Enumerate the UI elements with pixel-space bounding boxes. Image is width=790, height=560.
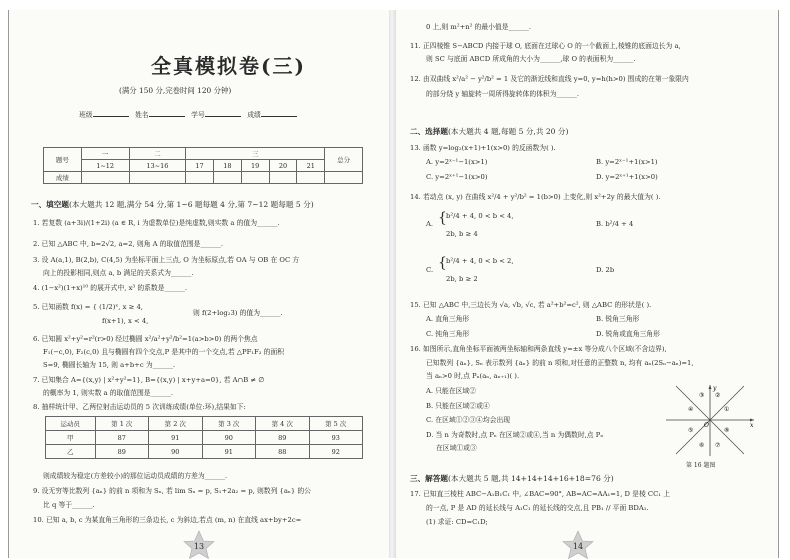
question-14: 14. 若动点 (x, y) 在曲线 x²/4 + y²/b² = 1(b>0) 上变化,则 x²+2y 的最大值为( ). [410,193,661,201]
shooting-cell: 运动员 [46,417,96,431]
question-13: 13. 函数 y=log₂(x+1)+1(x>0) 的反函数为( ). [410,144,556,152]
option-14c-line2: 2b, b ≥ 2 [446,275,478,283]
score-table [43,147,363,184]
option-14c-line1: b²/4 + 4, 0 < b < 2, [446,257,514,265]
score-table-cell: 一 [81,148,129,160]
question-10-tail: 0 上,则 m²+n² 的最小值是______. [426,23,532,31]
name-label: 姓名 [135,111,149,119]
shooting-cell: 91 [202,445,255,459]
score-table-cell [325,172,363,184]
question-7-line1: 7. 已知集合 A={(x,y) | x²+y²=1}, B={(x,y) | x+y+a=0}, 若 A∩B ≠ ∅ [33,376,265,384]
score-table-cell [81,172,129,184]
question-8-tail: 则成绩较为稳定(方差较小)的那位运动员成绩的方差为______. [43,472,228,480]
option-13c: C. y=2ˣ⁺¹−1(x>0) [426,173,488,181]
question-11-line2: 则 SC 与底面 ABCD 所成角的大小为______,球 O 的表面积为______. [426,55,636,63]
shooting-cell: 第 1 次 [95,417,148,431]
option-16d-line2: 在区域①或③ [436,444,477,452]
right-page [396,10,779,558]
id-blank [205,109,241,117]
option-14a-line2: 2b, b ≥ 4 [446,230,478,238]
score-table-cell: 三 [186,148,325,160]
option-14a-letter: A. [426,220,434,228]
score-table-cell: 二 [129,148,186,160]
option-14d: D. 2b [596,266,615,274]
score-table-cell [186,172,214,184]
question-17-line1: 17. 已知直三棱柱 ABC−A₁B₁C₁ 中, ∠BAC=90°, AB=AC=AA₁=1, D 是棱 CC₁ 上 [410,490,670,498]
option-16d-line1: D. 当 n 为奇数时,点 Pₙ 在区域②或④,当 n 为偶数时,点 Pₙ [426,431,604,439]
option-16a: A. 只能在区域② [426,387,477,395]
score-blank [261,109,297,117]
score-table-cell [213,172,241,184]
shooting-cell: 93 [309,431,363,445]
shooting-table [45,416,363,459]
question-7-line2: 的概率为 1, 则实数 a 的取值范围是______. [43,389,174,397]
score-table-cell: 17 [186,160,214,172]
question-16-line1: 16. 如图所示,直角坐标平面被两坐标轴和两条直线 y=±x 等分成八个区域(不含边界), [410,345,667,353]
region-label: ① [724,406,730,413]
section-title: 二、选择题 [410,127,448,136]
question-5-line1: 5. 已知函数 f(x) = { (1/2)ˣ, x ≥ 4, [33,303,143,311]
section-heading-answer [410,473,614,484]
option-13d: D. y=2ˣ⁺¹+1(x>0) [596,173,658,181]
section-note: (本大题共 5 题,共 14+14+14+16+18=76 分) [447,474,614,483]
y-axis-label: y [713,385,717,392]
question-12-line2: 的部分绕 y 轴旋转一周所得旋转体的体积为______. [426,90,580,98]
shooting-cell: 87 [95,431,148,445]
book-gutter [388,10,396,558]
question-5-line2: f(x+1), x < 4, [102,317,149,325]
shooting-cell: 第 3 次 [202,417,255,431]
shooting-cell: 91 [149,431,202,445]
shooting-cell: 92 [309,445,363,459]
page-title: 全真模拟卷(三) [151,54,306,78]
shooting-cell: 90 [202,431,255,445]
brace-icon: { [438,255,447,271]
score-table-cell: 21 [297,160,325,172]
figure-caption: 第 16 题图 [686,462,716,469]
section-title: 一、填空题 [31,200,69,209]
question-17-part1: (1) 求证: CD=C₁D; [426,518,488,526]
question-9-line1: 9. 设无穷等比数列 {aₙ} 的前 n 项和为 Sₙ, 若 lim Sₙ = p, S₁+2a₂ = p, 则数列 {aₙ} 的公 [33,487,311,495]
brace-icon: { [438,210,447,226]
shooting-cell: 89 [95,445,148,459]
option-16c: C. 在区域①②③④均会出现 [426,416,511,424]
section-heading-choice [410,126,568,137]
score-table-cell [269,172,297,184]
page-number: 14 [572,542,584,551]
y-axis-arrow [709,385,712,389]
question-16-line2: 已知数列 {aₙ}, Sₙ 表示数列 {aₙ} 的前 n 项和,对任意的正整数 n, 均有 aₙ(2Sₙ−aₙ)=1, [426,359,694,367]
section-heading-fill [31,199,314,210]
class-label: 班级 [79,111,93,119]
question-3-line1: 3. 设 A(a,1), B(2,b), C(4,5) 为坐标平面上三点, O 为坐标原点,若 OA 与 OB 在 OC 方 [33,256,300,264]
shooting-cell: 88 [256,445,309,459]
score-table-cell: 19 [241,160,269,172]
question-11-line1: 11. 正四棱锥 S−ABCD 内接于球 O, 底面在过球心 O 的一个截面上,棱锥的底面边长为 a, [410,42,681,50]
question-3-line2: 向上的投影相同,则点 a, b 满足的关系式为______. [43,269,194,277]
region-label: ⑥ [699,442,705,449]
question-8: 8. 抽样统计甲、乙两位射击运动员的 5 次训练成绩(单位:环),结果如下: [33,403,246,411]
x-axis-label: x [750,422,754,429]
option-14b: B. b²/4 + 4 [596,220,634,228]
question-12-line1: 12. 由双曲线 x²/a² − y²/b² = 1 及它的渐近线和直线 y=0, y=h(h>0) 围成的在第一象限内 [410,75,689,83]
region-label: ④ [688,406,694,413]
question-2: 2. 已知 △ABC 中, b=2√2, a=2, 则角 A 的取值范围是______. [33,240,224,248]
id-label: 学号 [191,111,205,119]
shooting-cell: 89 [256,431,309,445]
question-5-tail: 则 f(2+log₂3) 的值为______. [193,309,283,317]
score-table-cell: 20 [269,160,297,172]
shooting-cell: 乙 [46,445,96,459]
section-title: 三、解答题 [410,474,448,483]
region-label: ⑤ [688,427,694,434]
question-17-line2: 的一点, P 是 AD 的延长线与 A₁C₁ 的延长线的交点,且 PB₁ // 平面 BDA₁. [426,504,649,512]
question-4: 4. (1−x²)(1+x)¹⁰ 的展开式中, x³ 的系数是______. [33,284,188,292]
exam-subtitle: (满分 150 分,完卷时间 120 分钟) [119,86,232,95]
question-1: 1. 若复数 (a+3i)/(1+2i) (a ∈ R, i 为虚数单位)是纯虚数,则实数 a 的值为______. [33,219,280,227]
option-15b: B. 锐角三角形 [596,315,640,323]
score-table-cell [129,172,186,184]
question-16-line3: 当 aₙ>0 时,点 Pₙ(aₙ, aₙ₊₁)( ). [426,372,520,380]
score-table-cell: 成绩 [44,172,82,184]
question-6-line2: F₁(−c,0), F₂(c,0) 且与椭圆有四个交点,P 是其中的一个交点,若 △PF₁F₂ 的面积 [43,348,285,356]
score-table-cell: 1~12 [81,160,129,172]
option-16b: B. 只能在区域②或④ [426,402,490,410]
region-label: ⑦ [715,442,721,449]
score-table-cell: 13~16 [129,160,186,172]
score-label: 成绩 [247,111,261,119]
origin-label: O [704,422,709,429]
class-blank [93,109,129,117]
score-table-cell: 题号 [44,148,82,172]
option-15a: A. 直角三角形 [426,315,470,323]
name-blank [149,109,185,117]
question-6-line3: S=9, 椭圆长轴为 15, 则 a+b+c 为______. [43,361,176,369]
question-9-line2: 比 q 等于______. [43,501,95,509]
option-13a: A. y=2ˣ⁻¹−1(x>1) [426,158,488,166]
score-table-cell [297,172,325,184]
shooting-cell: 90 [149,445,202,459]
section-note: (本大题共 12 题,满分 54 分,第 1~6 题每题 4 分,第 7~12 题每题 5 分) [68,200,314,209]
section-note: (本大题共 4 题,每题 5 分,共 20 分) [447,127,569,136]
question-15: 15. 已知 △ABC 中,三边长为 √a, √b, √c, 若 a²+b²=c², 则 △ABC 的形状是( ). [410,301,652,309]
region-label: ② [715,392,721,399]
option-15d: D. 锐角或直角三角形 [596,330,660,338]
question-6-line1: 6. 已知圆 x²+y²=r²(r>0) 经过椭圆 x²/a²+y²/b²=1(a>b>0) 的两个焦点 [33,335,258,343]
option-15c: C. 钝角三角形 [426,330,470,338]
shooting-cell: 第 4 次 [256,417,309,431]
student-info-row [79,109,297,120]
region-label: ⑧ [724,427,730,434]
option-14c-letter: C. [426,266,434,274]
question-10: 10. 已知 a, b, c 为某直角三角形的三条边长, c 为斜边,若点 (m, n) 在直线 ax+by+2c= [33,516,302,524]
shooting-cell: 甲 [46,431,96,445]
region-label: ③ [699,392,705,399]
option-13b: B. y=2ˣ⁻¹+1(x>1) [596,158,658,166]
score-table-cell [241,172,269,184]
figure-16-diagram [662,382,758,460]
left-page [8,10,389,558]
score-table-cell: 总分 [325,148,363,172]
score-table-cell: 18 [213,160,241,172]
page-number: 13 [193,542,205,551]
option-14a-line1: b²/4 + 4, 0 < b < 4, [446,212,514,220]
shooting-cell: 第 5 次 [309,417,363,431]
shooting-cell: 第 2 次 [149,417,202,431]
